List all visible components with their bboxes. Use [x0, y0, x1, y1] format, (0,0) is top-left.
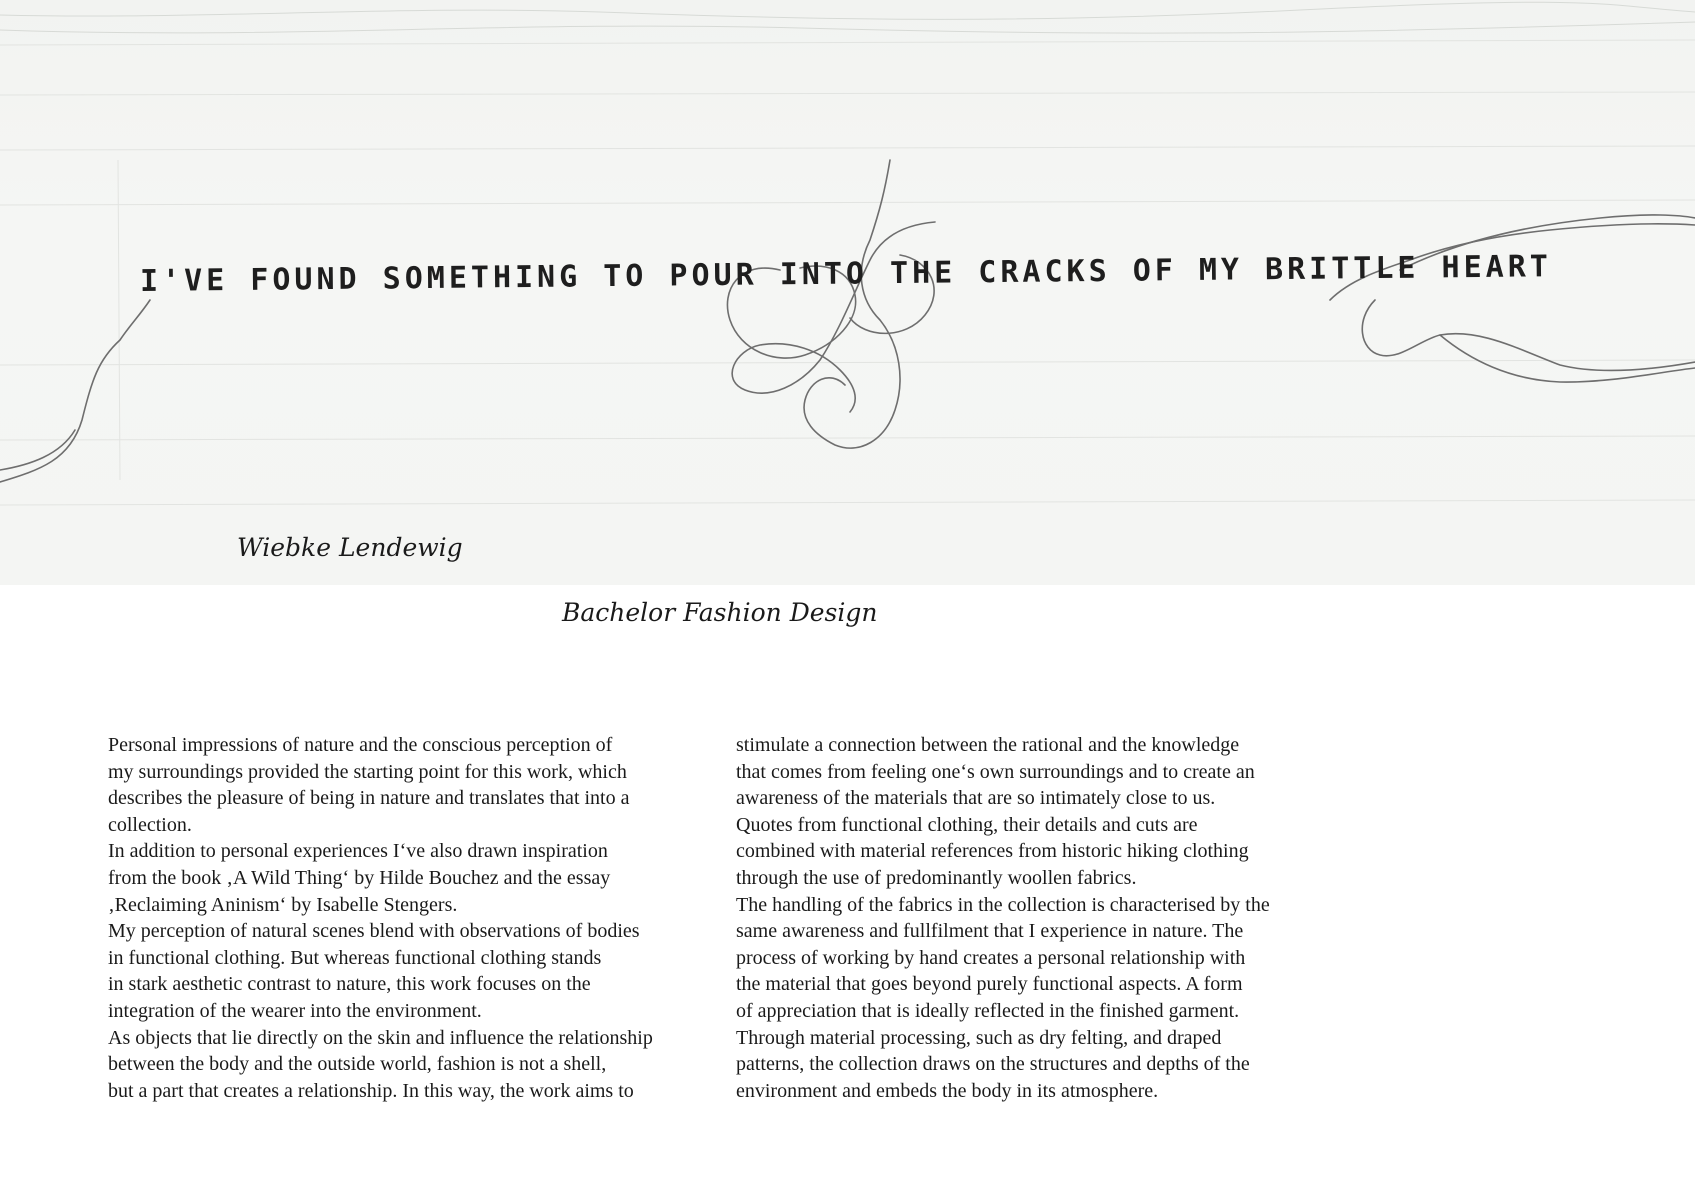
text-line: in stark aesthetic contrast to nature, this work focuses on the [108, 973, 591, 996]
text-line: patterns, the collection draws on the structures and depths of the [736, 1053, 1250, 1076]
text-line: in functional clothing. But whereas functional clothing stands [108, 946, 602, 969]
embroidered-quote: I'VE FOUND SOMETHING TO POUR INTO THE CRACKS OF MY BRITTLE HEART [139, 249, 1553, 299]
text-line: through the use of predominantly woollen fabrics. [736, 866, 1137, 889]
text-column-right [736, 732, 1336, 1104]
text-line: In addition to personal experiences I‘ve also drawn inspiration [108, 840, 608, 863]
text-line: As objects that lie directly on the skin and influence the relationship [108, 1026, 653, 1049]
text-line: describes the pleasure of being in nature and translates that into a [108, 787, 630, 810]
text-line: process of working by hand creates a personal relationship with [736, 946, 1246, 969]
text-column-left [108, 732, 720, 1104]
text-line: Through material processing, such as dry felting, and draped [736, 1026, 1222, 1049]
text-line: that comes from feeling one‘s own surroundings and to create an [736, 760, 1255, 783]
text-line: environment and embeds the body in its atmosphere. [736, 1079, 1159, 1102]
text-line: from the book ‚A Wild Thing‘ by Hilde Bouchez and the essay [108, 866, 611, 889]
program-title: Bachelor Fashion Design [562, 598, 878, 627]
text-line: my surroundings provided the starting point for this work, which [108, 760, 627, 783]
embroidery-scan-image [0, 0, 1695, 585]
text-line: of appreciation that is ideally reflected in the finished garment. [736, 999, 1240, 1022]
text-line: between the body and the outside world, fashion is not a shell, [108, 1053, 607, 1076]
text-line: Quotes from functional clothing, their details and cuts are [736, 813, 1198, 836]
text-line: integration of the wearer into the environment. [108, 999, 482, 1022]
text-line: ‚Reclaiming Aninism‘ by Isabelle Stengers. [108, 893, 458, 916]
text-line: combined with material references from historic hiking clothing [736, 840, 1249, 863]
text-line: stimulate a connection between the rational and the knowledge [736, 734, 1240, 756]
text-line: but a part that creates a relationship. In this way, the work aims to [108, 1079, 634, 1102]
text-line: Personal impressions of nature and the conscious perception of [108, 734, 613, 756]
text-line: same awareness and fullfilment that I experience in nature. The [736, 920, 1244, 943]
text-line: The handling of the fabrics in the collection is characterised by the [736, 893, 1270, 916]
author-name: Wiebke Lendewig [237, 533, 463, 562]
text-line: My perception of natural scenes blend with observations of bodies [108, 920, 640, 943]
text-line: the material that goes beyond purely functional aspects. A form [736, 973, 1243, 996]
text-line: collection. [108, 813, 192, 836]
text-line: awareness of the materials that are so intimately close to us. [736, 787, 1216, 810]
